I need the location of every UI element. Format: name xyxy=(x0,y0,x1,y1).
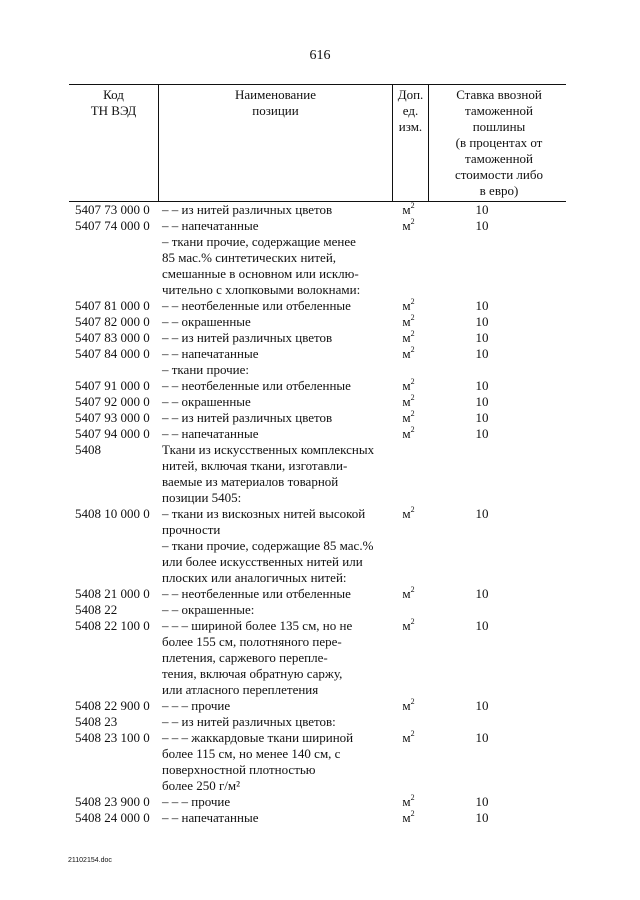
row-code: 5408 xyxy=(75,442,101,457)
table-row xyxy=(69,298,566,314)
row-unit-base: м xyxy=(402,218,411,233)
row-code: 5407 74 000 0 xyxy=(75,218,150,233)
row-name: – – неотбеленные или отбеленные xyxy=(162,378,351,393)
table-row xyxy=(69,426,566,442)
row-unit-base: м xyxy=(402,394,411,409)
row-unit-exponent: 2 xyxy=(410,585,415,594)
row-code: 5407 83 000 0 xyxy=(75,330,150,345)
row-name: – – окрашенные: xyxy=(162,602,255,617)
row-name: – – из нитей различных цветов xyxy=(162,202,333,217)
table-header xyxy=(69,84,566,202)
table-row xyxy=(69,730,566,794)
row-unit xyxy=(391,346,426,362)
tariff-table xyxy=(69,84,566,826)
row-code: 5408 22 100 0 xyxy=(75,618,150,633)
table-row xyxy=(69,794,566,810)
row-rate: 10 xyxy=(475,298,489,313)
row-unit-exponent: 2 xyxy=(410,425,415,434)
row-rate: 10 xyxy=(475,794,489,809)
row-rate: 10 xyxy=(475,586,489,601)
footer-filename: 21102154.doc xyxy=(68,857,112,864)
row-name: – – из нитей различных цветов xyxy=(162,410,333,425)
table-row xyxy=(69,538,566,586)
row-rate: 10 xyxy=(475,202,489,217)
table-row xyxy=(69,586,566,602)
row-name: – – окрашенные xyxy=(162,314,251,329)
row-unit-base: м xyxy=(402,202,411,217)
header-code: Код ТН ВЭД xyxy=(90,87,137,118)
row-unit-exponent: 2 xyxy=(410,297,415,306)
table-row xyxy=(69,602,566,618)
row-unit xyxy=(391,618,426,698)
row-rate: 10 xyxy=(475,314,489,329)
row-unit xyxy=(391,794,426,810)
header-name: Наименование позиции xyxy=(158,85,392,201)
row-code: 5408 23 xyxy=(75,714,118,729)
table-row xyxy=(69,378,566,394)
row-code: 5408 21 000 0 xyxy=(75,586,150,601)
row-unit xyxy=(391,506,426,538)
row-unit xyxy=(391,202,426,218)
row-rate: 10 xyxy=(475,346,489,361)
table-row xyxy=(69,410,566,426)
row-name: – – из нитей различных цветов xyxy=(162,330,333,345)
table-row xyxy=(69,714,566,730)
table-row xyxy=(69,442,566,506)
row-name: – – – жаккардовые ткани шириной более 115 см, но менее 140 см, с поверхностной плотностью более 250 г/м² xyxy=(162,730,354,793)
row-unit-exponent: 2 xyxy=(410,809,415,818)
row-unit-base: м xyxy=(402,730,411,745)
row-rate: 10 xyxy=(475,506,489,521)
row-unit xyxy=(391,314,426,330)
row-name: – – из нитей различных цветов: xyxy=(162,714,336,729)
row-code: 5407 82 000 0 xyxy=(75,314,150,329)
table-row xyxy=(69,810,566,826)
row-name: – – – прочие xyxy=(162,698,231,713)
row-unit xyxy=(391,410,426,426)
row-unit xyxy=(391,298,426,314)
table-body xyxy=(69,202,566,826)
row-code: 5407 91 000 0 xyxy=(75,378,150,393)
row-rate: 10 xyxy=(475,426,489,441)
row-code: 5407 73 000 0 xyxy=(75,202,150,217)
row-unit-base: м xyxy=(402,426,411,441)
row-name: – – – шириной более 135 см, но не более 155 см, полотняного пере- плетения, саржевого перепле- тения, включая обратную саржу, или атласного переплетения xyxy=(162,618,353,697)
row-code: 5408 10 000 0 xyxy=(75,506,150,521)
row-rate: 10 xyxy=(475,410,489,425)
row-rate xyxy=(426,714,566,730)
table-row xyxy=(69,618,566,698)
row-unit-exponent: 2 xyxy=(410,329,415,338)
row-rate xyxy=(426,234,566,298)
row-unit-base: м xyxy=(402,506,411,521)
row-unit-base: м xyxy=(402,810,411,825)
table-row xyxy=(69,362,566,378)
row-unit-exponent: 2 xyxy=(410,393,415,402)
row-name: – ткани прочие: xyxy=(162,362,249,377)
row-unit xyxy=(391,602,426,618)
row-rate: 10 xyxy=(475,394,489,409)
table-row xyxy=(69,698,566,714)
row-unit-base: м xyxy=(402,346,411,361)
row-unit-base: м xyxy=(402,794,411,809)
row-name: – ткани прочие, содержащие менее 85 мас.% синтетических нитей, смешанные в основном или исклю- чительно с хлопковыми волокнами: xyxy=(162,234,361,297)
row-code: 5407 94 000 0 xyxy=(75,426,150,441)
row-unit xyxy=(391,378,426,394)
row-unit-base: м xyxy=(402,298,411,313)
row-unit-exponent: 2 xyxy=(410,313,415,322)
header-unit: Доп. ед. изм. xyxy=(392,85,428,201)
row-unit xyxy=(391,330,426,346)
row-name: – – окрашенные xyxy=(162,394,251,409)
row-unit-exponent: 2 xyxy=(410,617,415,626)
row-name: Ткани из искусственных комплексных нитей, включая ткани, изготавли- ваемые из материалов товарной позиции 5405: xyxy=(162,442,375,505)
row-code xyxy=(69,538,158,586)
row-unit-exponent: 2 xyxy=(410,409,415,418)
row-unit-exponent: 2 xyxy=(410,377,415,386)
row-unit xyxy=(391,442,426,506)
row-unit-exponent: 2 xyxy=(410,217,415,226)
row-name: – – – прочие xyxy=(162,794,231,809)
row-unit-exponent: 2 xyxy=(410,729,415,738)
row-unit xyxy=(391,426,426,442)
row-name: – ткани из вискозных нитей высокой прочности xyxy=(162,506,366,537)
row-name: – – неотбеленные или отбеленные xyxy=(162,298,351,313)
row-unit-exponent: 2 xyxy=(410,793,415,802)
row-code: 5408 24 000 0 xyxy=(75,810,150,825)
row-unit xyxy=(391,810,426,826)
table-row xyxy=(69,346,566,362)
row-code: 5408 23 900 0 xyxy=(75,794,150,809)
row-unit xyxy=(391,538,426,586)
row-unit xyxy=(391,362,426,378)
row-rate: 10 xyxy=(475,378,489,393)
header-rate: Ставка ввозной таможенной пошлины (в процентах от таможенной стоимости либо в евро) xyxy=(428,85,569,201)
row-unit-base: м xyxy=(402,410,411,425)
row-unit-exponent: 2 xyxy=(410,697,415,706)
row-name: – ткани прочие, содержащие 85 мас.% или более искусственных нитей или плоских или аналогичных нитей: xyxy=(162,538,374,585)
row-rate: 10 xyxy=(475,218,489,233)
row-unit-base: м xyxy=(402,330,411,345)
row-unit-exponent: 2 xyxy=(410,505,415,514)
row-rate xyxy=(426,442,566,506)
row-unit-exponent: 2 xyxy=(410,201,415,210)
row-unit-base: м xyxy=(402,618,411,633)
row-unit xyxy=(391,730,426,794)
row-name: – – напечатанные xyxy=(162,218,259,233)
row-rate: 10 xyxy=(475,698,489,713)
row-name: – – напечатанные xyxy=(162,426,259,441)
row-code: 5407 84 000 0 xyxy=(75,346,150,361)
row-unit-base: м xyxy=(402,378,411,393)
row-unit xyxy=(391,698,426,714)
row-name: – – напечатанные xyxy=(162,810,259,825)
table-row xyxy=(69,234,566,298)
row-name: – – напечатанные xyxy=(162,346,259,361)
page-number: 616 xyxy=(309,48,331,63)
row-rate: 10 xyxy=(475,618,489,633)
table-row xyxy=(69,506,566,538)
row-rate: 10 xyxy=(475,330,489,345)
row-code xyxy=(69,362,158,378)
row-unit xyxy=(391,586,426,602)
row-name: – – неотбеленные или отбеленные xyxy=(162,586,351,601)
row-unit-exponent: 2 xyxy=(410,345,415,354)
table-row xyxy=(69,394,566,410)
row-unit xyxy=(391,234,426,298)
row-rate xyxy=(426,362,566,378)
row-unit xyxy=(391,394,426,410)
table-row xyxy=(69,202,566,218)
table-row xyxy=(69,314,566,330)
row-rate: 10 xyxy=(475,730,489,745)
row-code: 5407 81 000 0 xyxy=(75,298,150,313)
row-code: 5408 22 900 0 xyxy=(75,698,150,713)
row-unit xyxy=(391,218,426,234)
row-rate xyxy=(426,538,566,586)
row-code: 5408 23 100 0 xyxy=(75,730,150,745)
row-unit-base: м xyxy=(402,586,411,601)
row-code xyxy=(69,234,158,298)
row-rate xyxy=(426,602,566,618)
row-code: 5407 92 000 0 xyxy=(75,394,150,409)
row-rate: 10 xyxy=(475,810,489,825)
row-code: 5407 93 000 0 xyxy=(75,410,150,425)
table-row xyxy=(69,218,566,234)
row-unit-base: м xyxy=(402,698,411,713)
row-unit-base: м xyxy=(402,314,411,329)
table-row xyxy=(69,330,566,346)
row-unit xyxy=(391,714,426,730)
row-code: 5408 22 xyxy=(75,602,118,617)
